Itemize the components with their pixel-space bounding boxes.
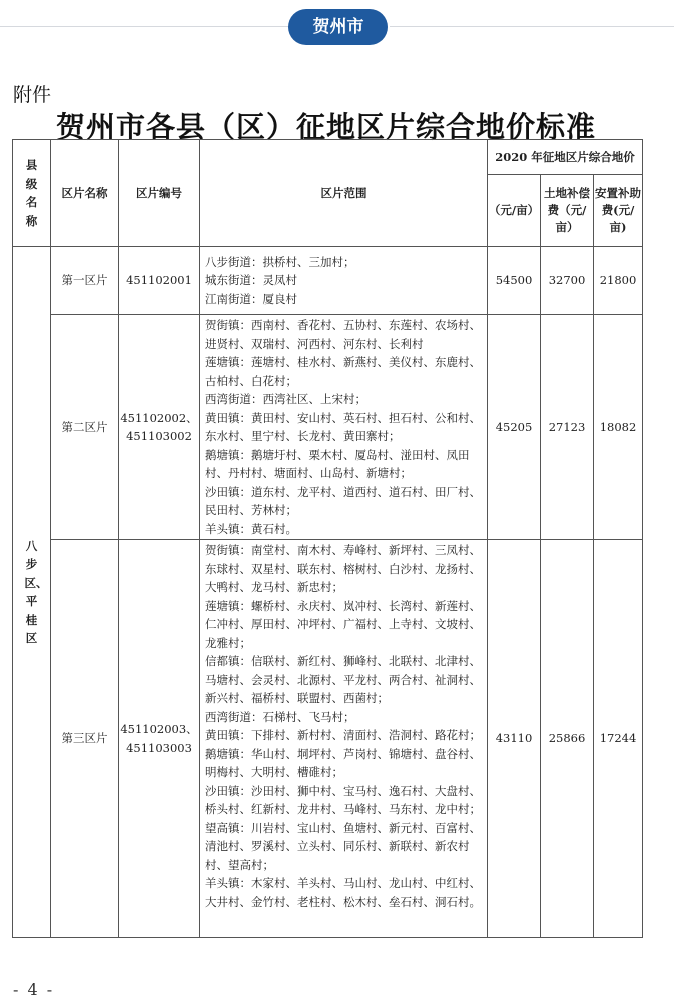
county-name: 八步区、平桂区 bbox=[13, 247, 51, 938]
header-zone-name: 区片名称 bbox=[51, 140, 119, 247]
header-zone-code: 区片编号 bbox=[119, 140, 200, 247]
land-price-table bbox=[12, 139, 643, 938]
zone-code: 451102002、 451103002 bbox=[119, 315, 200, 540]
table-row bbox=[13, 315, 643, 540]
zone-name: 第三区片 bbox=[51, 540, 119, 938]
header-zone-scope: 区片范围 bbox=[200, 140, 488, 247]
zone-price: 45205 bbox=[488, 315, 541, 540]
header-county: 县级名称 bbox=[13, 140, 51, 247]
zone-scope: 八步街道：拱桥村、三加村； 城东街道：灵凤村 江南街道：厦良村 bbox=[200, 247, 488, 315]
zone-resettle: 21800 bbox=[594, 247, 643, 315]
zone-resettle: 18082 bbox=[594, 315, 643, 540]
document-title: 贺州市各县（区）征地区片综合地价标准 bbox=[56, 110, 597, 144]
zone-price: 54500 bbox=[488, 247, 541, 315]
zone-land-comp: 27123 bbox=[541, 315, 594, 540]
zone-code: 451102001 bbox=[119, 247, 200, 315]
header-price-unit: （元/亩） bbox=[488, 175, 541, 247]
zone-code: 451102003、 451103003 bbox=[119, 540, 200, 938]
page-number: - 4 - bbox=[13, 980, 55, 999]
attachment-label: 附件 bbox=[13, 84, 52, 106]
header-divider-right bbox=[390, 26, 674, 27]
zone-name: 第二区片 bbox=[51, 315, 119, 540]
header-resettle: 安置补助费(元/亩) bbox=[594, 175, 643, 247]
zone-name: 第一区片 bbox=[51, 247, 119, 315]
header-price-group: 2020 年征地区片综合地价 bbox=[488, 140, 643, 175]
zone-land-comp: 32700 bbox=[541, 247, 594, 315]
table-row bbox=[13, 247, 643, 315]
zone-scope: 贺街镇：西南村、香花村、五协村、东莲村、农场村、进贤村、双瑞村、河西村、河东村、长利村 莲塘镇：莲塘村、桂水村、新燕村、美仪村、东鹿村、古柏村、白花村； 西湾街道：西湾社区、上宋村； 黄田镇：黄田村、安山村、英石村、担石村、公和村、东水村、里宁村、长龙村、黄田寨村； 鹅塘镇：鹅塘圩村、栗木村、厦岛村、湴田村、凤田村、丹村村、塘面村、山岛村、新塘村； 沙田镇：道东村、龙平村、道西村、道石村、田厂村、民田村、芳林村； 羊头镇：黄石村。 bbox=[200, 315, 488, 540]
zone-price: 43110 bbox=[488, 540, 541, 938]
zone-resettle: 17244 bbox=[594, 540, 643, 938]
header-divider-left bbox=[0, 26, 290, 27]
header-land-comp: 土地补偿费（元/亩） bbox=[541, 175, 594, 247]
city-badge[interactable]: 贺州市 bbox=[288, 9, 388, 45]
zone-scope: 贺街镇：南堂村、南木村、寿峰村、新坪村、三凤村、东球村、双星村、联东村、榕树村、白沙村、龙扬村、大鸭村、龙马村、新忠村； 莲塘镇：螺桥村、永庆村、岚冲村、长湾村、新莲村、仁冲村、厚田村、冲坪村、广福村、上寺村、文坡村、龙雅村； 信都镇：信联村、新红村、狮峰村、北联村、北津村、马塘村、会灵村、北源村、平龙村、两合村、祉洞村、新兴村、福桥村、联盟村、西菌村； 西湾街道：石梯村、飞马村； 黄田镇：下排村、新村村、清面村、浩洞村、路花村； 鹅塘镇：华山村、垌坪村、芦岗村、锦塘村、盘谷村、明梅村、大明村、槽碓村； 沙田镇：沙田村、狮中村、宝马村、逸石村、大盘村、桥头村、红新村、龙井村、马峰村、马东村、龙中村； 望高镇：川岩村、宝山村、鱼塘村、新元村、百富村、清池村、罗溪村、立头村、同乐村、新联村、新农村村、望高村； 羊头镇：木家村、羊头村、马山村、龙山村、中红村、大井村、金竹村、老柱村、松木村、垒石村、洞石村。 bbox=[200, 540, 488, 938]
table-row bbox=[13, 540, 643, 938]
zone-land-comp: 25866 bbox=[541, 540, 594, 938]
